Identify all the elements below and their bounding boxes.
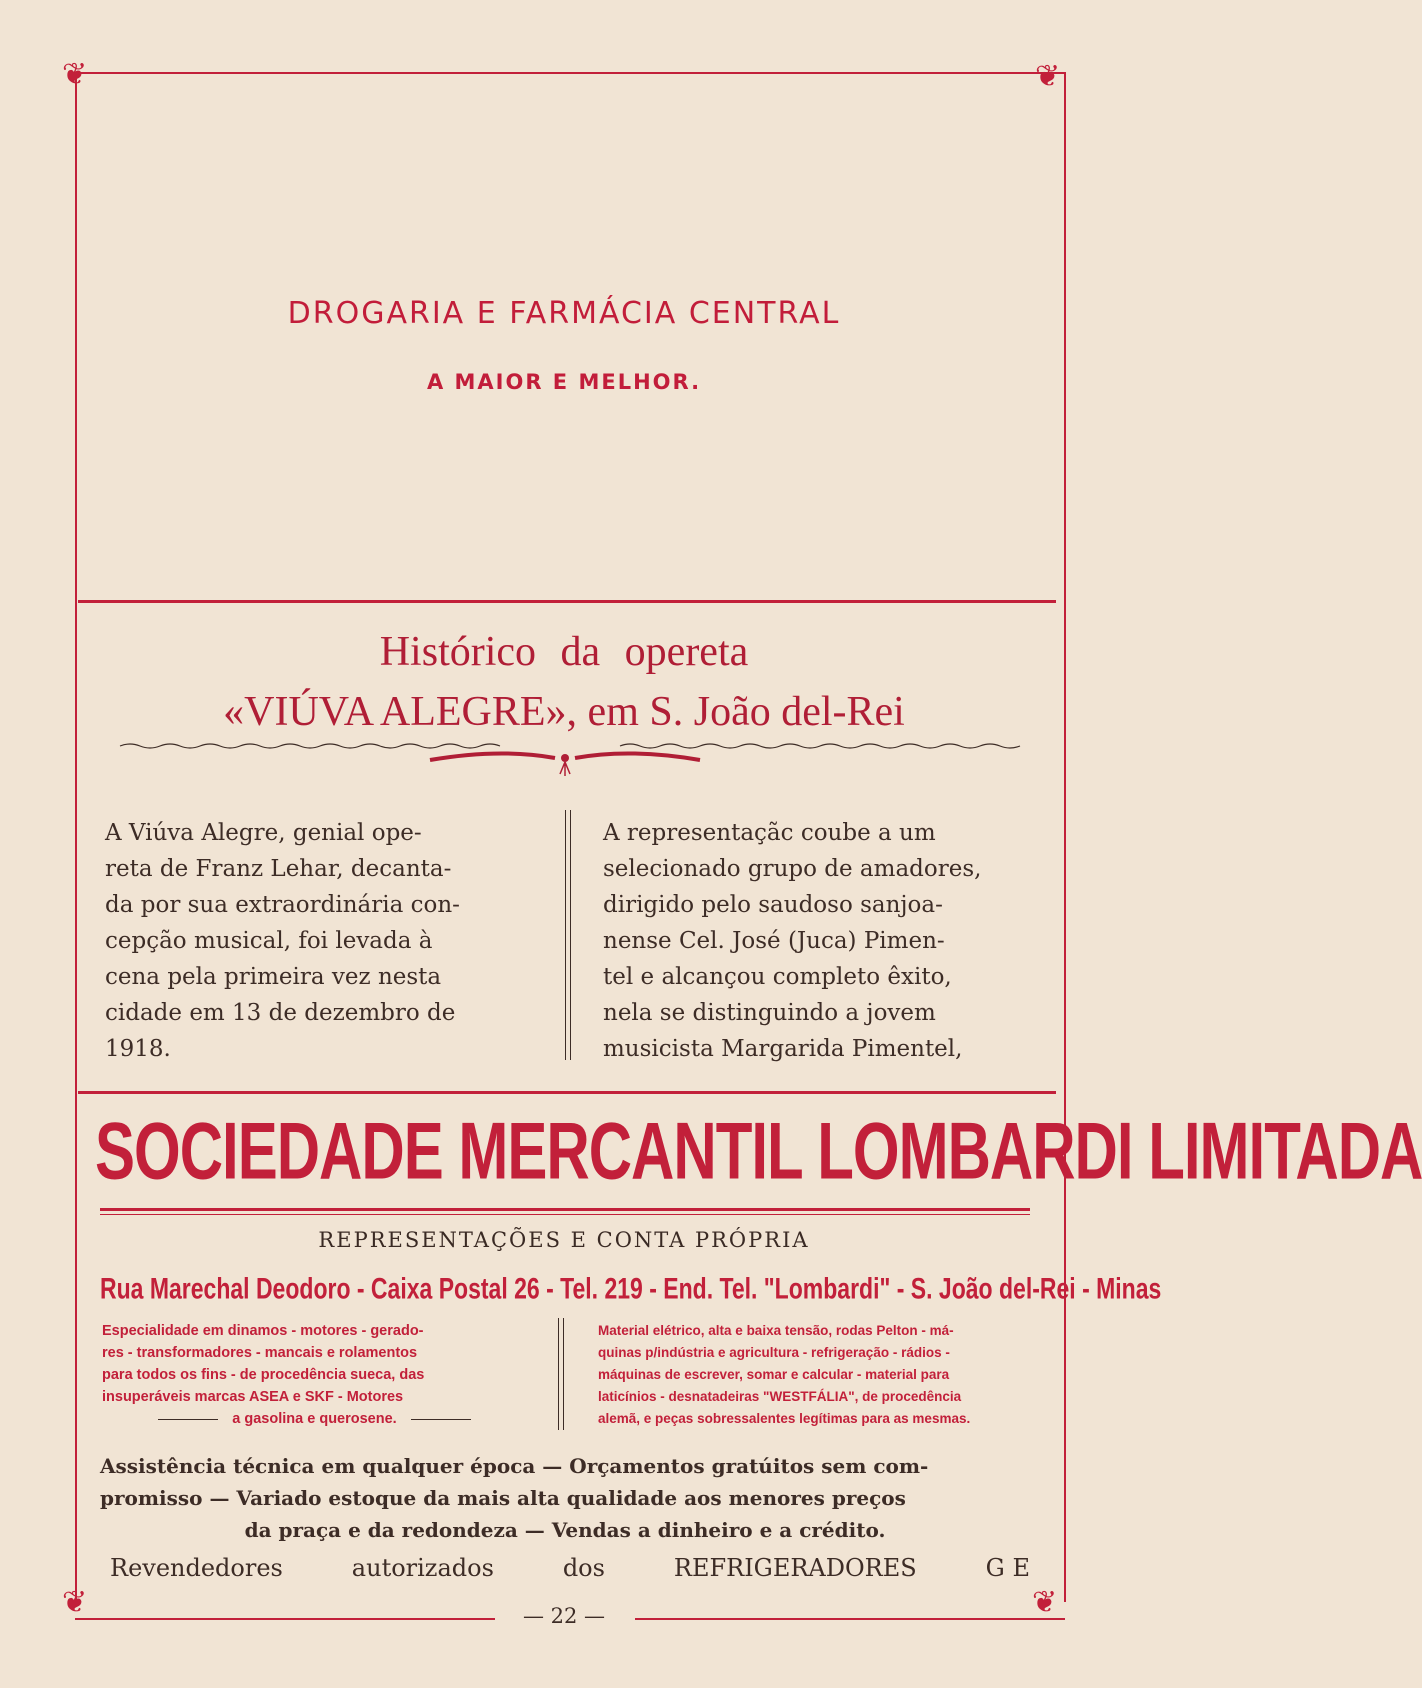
product-line: laticínios - desnatadeiras "WESTFÁLIA", de procedência — [598, 1389, 962, 1404]
services-line: Assistência técnica em qualquer época — Orçamentos gratúitos sem com- — [100, 1454, 929, 1478]
article-line: da por sua extraordinária con- — [105, 892, 460, 918]
article-line: tel e alcançou completo êxito, — [603, 964, 952, 990]
corner-ornament-icon: ❦ — [62, 57, 88, 92]
product-line: Material elétrico, alta e baixa tensão, rodas Pelton - má- — [598, 1323, 954, 1338]
article-line: cena pela primeira vez nesta — [105, 964, 442, 990]
article-line: A representaçãc coube a um — [603, 820, 936, 846]
column-separator — [558, 1318, 564, 1430]
resellers-word: dos — [562, 1554, 605, 1582]
resellers-word: REFRIGERADORES — [673, 1554, 917, 1582]
article-line: cidade em 13 de dezembro de — [105, 1000, 456, 1026]
article-line: 1918. — [105, 1036, 171, 1062]
resellers-line — [110, 1554, 1030, 1582]
article-line: cepção musical, foi levada à — [105, 928, 433, 954]
pharmacy-ad-subtitle: A MAIOR E MELHOR. — [426, 370, 702, 394]
resellers-word: Revendedores — [110, 1554, 283, 1582]
frame-top-border — [75, 72, 1066, 74]
section-divider — [78, 1091, 1056, 1094]
article-line: A Viúva Alegre, genial ope- — [105, 820, 422, 846]
title-ornament — [0, 740, 1128, 780]
product-line: para todos os fins - de procedência sueca, das — [102, 1367, 425, 1383]
services-line: da praça e da redondeza — Vendas a dinheiro e a crédito. — [244, 1518, 886, 1542]
corner-ornament-icon: ❦ — [1035, 59, 1061, 94]
company-address: Rua Marechal Deodoro - Caixa Postal 26 - Tel. 219 - End. Tel. "Lombardi" - S. João del-Rei - Minas — [100, 1271, 1162, 1305]
corner-ornament-icon: ❦ — [62, 1585, 88, 1620]
company-name-headline: SOCIEDADE MERCANTIL LOMBARDI LIMITADA — [95, 1105, 1422, 1196]
products-left-column — [102, 1320, 527, 1430]
article-title-line2: «VIÚVA ALEGRE», em S. João del-Rei — [223, 689, 905, 735]
resellers-word: G E — [985, 1554, 1030, 1582]
section-divider — [78, 600, 1056, 603]
article-line: selecionado grupo de amadores, — [603, 856, 982, 882]
services-text — [100, 1450, 1030, 1514]
product-line — [102, 1408, 527, 1430]
product-line: Especialidade em dinamos - motores - gerado- — [102, 1323, 424, 1339]
products-right-column — [598, 1320, 1026, 1430]
article-line: nense Cel. José (Juca) Pimen- — [603, 928, 945, 954]
article-left-column — [105, 815, 530, 1067]
headline-underline-thin — [100, 1214, 1030, 1215]
column-separator — [565, 810, 571, 1060]
product-line: res - transformadores - mancais e rolamentos — [102, 1345, 418, 1361]
article-line: nela se distinguindo a jovem — [603, 1000, 936, 1026]
article-right-column — [603, 815, 1028, 1067]
company-tagline: REPRESENTAÇÕES E CONTA PRÓPRIA — [318, 1228, 810, 1252]
product-line: alemã, e peças sobressalentes legítimas para as mesmas. — [598, 1411, 971, 1426]
corner-ornament-icon: ❦ — [1032, 1585, 1058, 1620]
article-title-line1: Histórico da opereta — [379, 629, 749, 675]
page-number: — 22 — — [522, 1604, 606, 1628]
services-line: promisso — Variado estoque da mais alta qualidade aos menores preços — [100, 1486, 906, 1510]
resellers-word: autorizados — [351, 1554, 494, 1582]
product-line: quinas p/indústria e agricultura - refrigeração - rádios - — [598, 1345, 950, 1360]
product-line-text: a gasolina e querosene. — [232, 1411, 397, 1427]
bleed-through-decoration — [300, 35, 332, 117]
article-line: dirigido pelo saudoso sanjoa- — [603, 892, 943, 918]
article-line: reta de Franz Lehar, decanta- — [105, 856, 452, 882]
article-line: musicista Margarida Pimentel, — [603, 1036, 963, 1062]
product-line: máquinas de escrever, somar e calcular - material para — [598, 1367, 950, 1382]
headline-underline — [100, 1208, 1030, 1211]
pharmacy-ad-title: DROGARIA E FARMÁCIA CENTRAL — [287, 296, 841, 331]
product-line: insuperáveis marcas ASEA e SKF - Motores — [102, 1389, 404, 1405]
